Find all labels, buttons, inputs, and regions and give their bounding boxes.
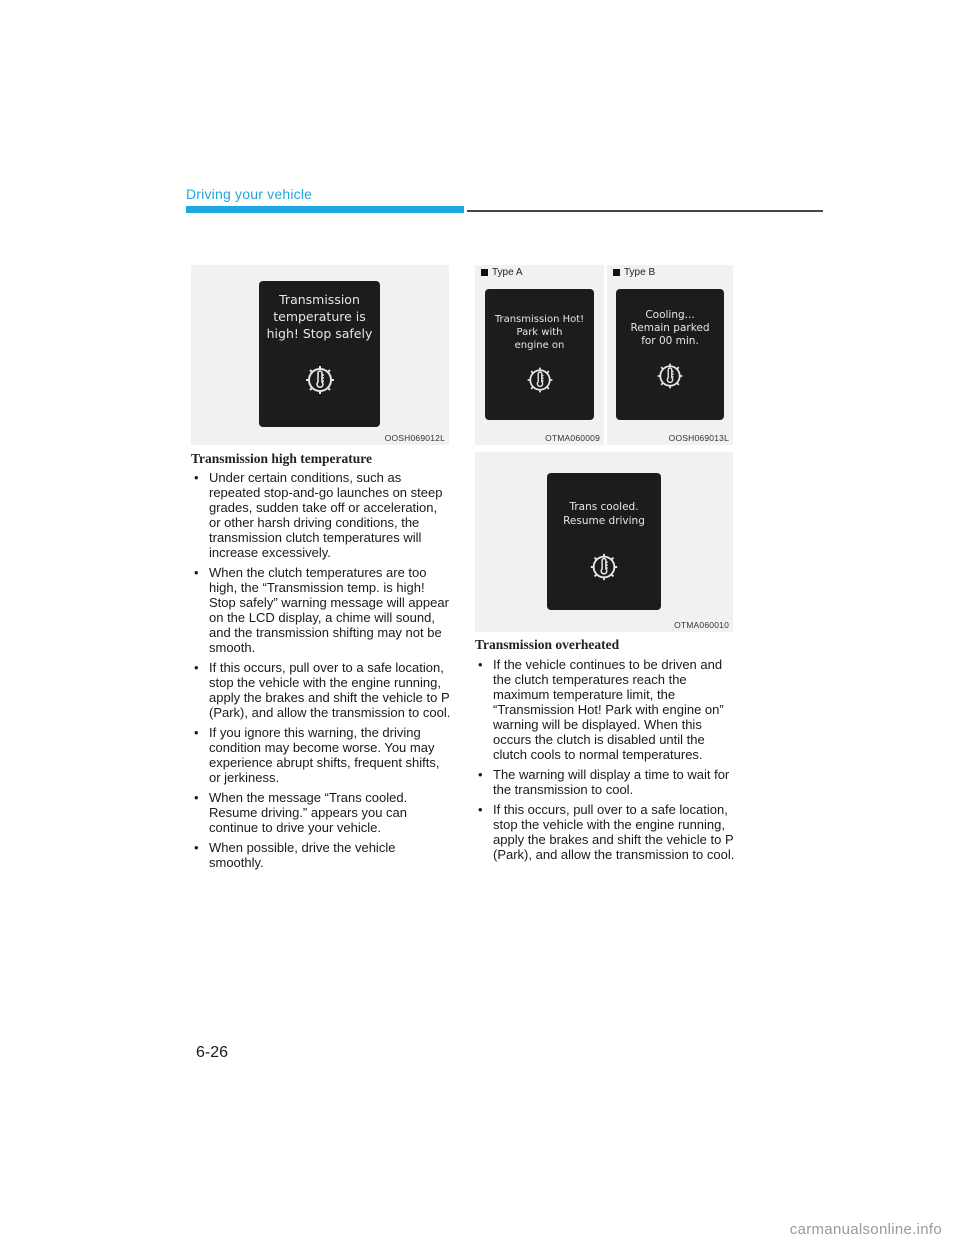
lcd-message: Trans cooled. Resume driving bbox=[563, 501, 645, 527]
transmission-temperature-warning-icon bbox=[525, 365, 555, 395]
header-title: Driving your vehicle bbox=[186, 186, 313, 202]
lcd-message: Cooling... Remain parked for 00 min. bbox=[630, 309, 710, 347]
lcd-message: Transmission Hot! Park with engine on bbox=[494, 314, 585, 351]
figure-code: OTMA060010 bbox=[674, 620, 729, 630]
section-title-overheated: Transmission overheated bbox=[475, 637, 620, 652]
list-item: • If the vehicle continues to be driven and the clutch temperatures reach the maximum temperature limit, the “Transmission Hot! Park with engine on” warning will be displayed. When this occurs the clutch is disabled until the clutch cools to normal temperatures. bbox=[475, 657, 737, 762]
transmission-temperature-warning-icon bbox=[588, 551, 620, 583]
lcd-display bbox=[547, 473, 661, 610]
transmission-temperature-warning-icon bbox=[303, 363, 337, 397]
list-item: • If you ignore this warning, the driving condition may become worse. You may experience abrupt shifts, frequent shifts, or jerkiness. bbox=[191, 725, 451, 785]
type-b-label: Type B bbox=[613, 267, 655, 278]
header-rule bbox=[467, 210, 823, 212]
transmission-temperature-warning-icon bbox=[655, 361, 685, 391]
list-item: • The warning will display a time to wait for the transmission to cool. bbox=[475, 767, 737, 797]
figure-type-b bbox=[607, 265, 733, 445]
type-a-label: Type A bbox=[481, 267, 523, 278]
page-number: 6-26 bbox=[196, 1044, 229, 1061]
list-item: • If this occurs, pull over to a safe location, stop the vehicle with the engine running, apply the brakes and shift the vehicle to P (Park), and allow the transmission to cool. bbox=[475, 802, 737, 862]
figure-trans-cooled bbox=[475, 452, 733, 632]
list-item: • If this occurs, pull over to a safe location, stop the vehicle with the engine running, apply the brakes and shift the vehicle to P (Park), and allow the transmission to cool. bbox=[191, 660, 451, 720]
lcd-display bbox=[259, 281, 380, 427]
lcd-display bbox=[485, 289, 594, 420]
watermark: carmanualsonline.info bbox=[789, 1221, 942, 1238]
list-item: • When the clutch temperatures are too high, the “Transmission temp. is high! Stop safely” warning message will appear on the LCD display, a chime will sound, and the transmission shifting may not be smooth. bbox=[191, 565, 451, 655]
bullet-list-overheated bbox=[475, 657, 737, 867]
list-item: • When the message “Trans cooled. Resume driving.” appears you can continue to drive your vehicle. bbox=[191, 790, 451, 835]
lcd-display bbox=[616, 289, 724, 420]
figure-type-a bbox=[475, 265, 604, 445]
list-item: • Under certain conditions, such as repeated stop-and-go launches on steep grades, sudden take off or acceleration, or other harsh driving conditions, the transmission clutch temperatures will increase excessively. bbox=[191, 470, 451, 560]
square-bullet-icon bbox=[481, 269, 488, 276]
section-title-high-temperature: Transmission high temperature bbox=[191, 451, 373, 466]
header-accent-bar bbox=[186, 206, 464, 213]
square-bullet-icon bbox=[613, 269, 620, 276]
figure-code: OOSH069013L bbox=[668, 433, 729, 443]
figure-code: OTMA060009 bbox=[545, 433, 600, 443]
figure-transmission-temp-high bbox=[191, 265, 449, 445]
bullet-list-high-temperature bbox=[191, 470, 451, 875]
list-item: • When possible, drive the vehicle smoothly. bbox=[191, 840, 451, 870]
figure-code: OOSH069012L bbox=[384, 433, 445, 443]
lcd-message: Transmission temperature is high! Stop safely bbox=[266, 292, 373, 341]
